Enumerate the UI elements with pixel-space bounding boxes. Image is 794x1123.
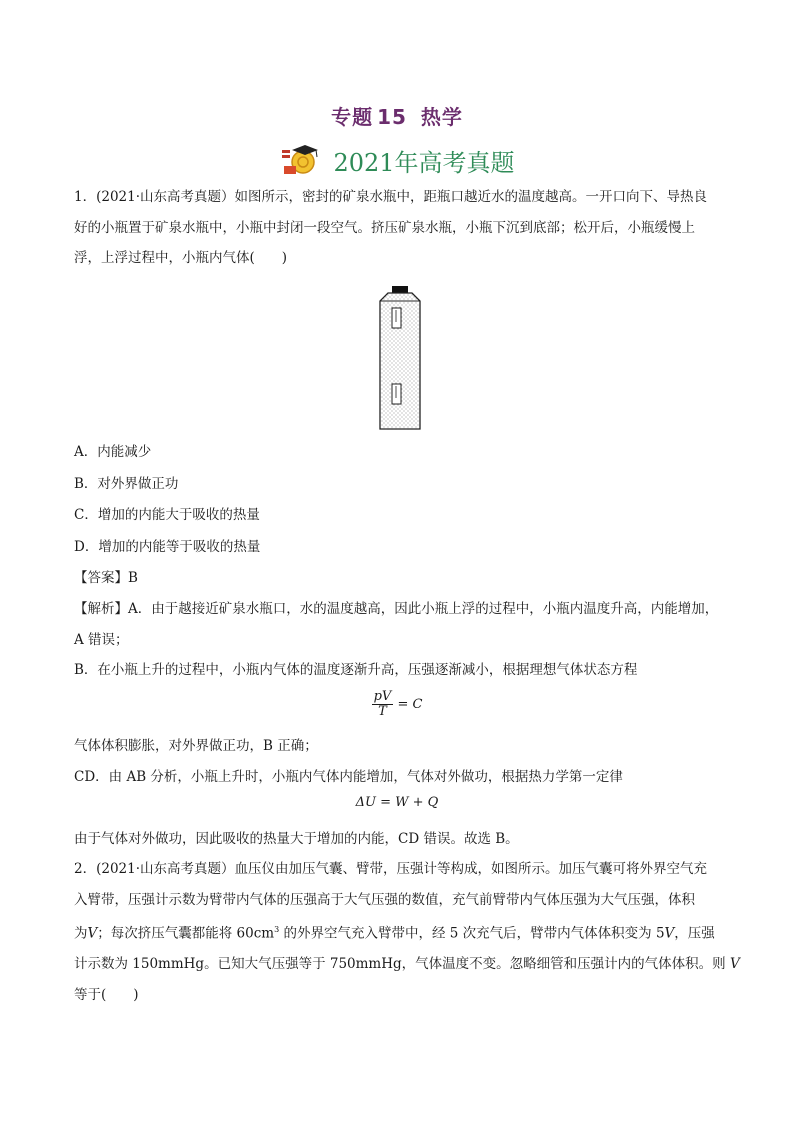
q2-line [74,949,740,980]
bottle-cap [392,286,408,293]
q2-text: 的外界空气充入臂带中，经 5 次充气后，臂带内气体体积变为 5 [279,925,665,942]
q2-superscript: 3 [274,925,280,934]
formula-rhs: = C [397,697,423,712]
q1-line: 好的小瓶置于矿泉水瓶中，小瓶中封闭一段空气。挤压矿泉水瓶，小瓶下沉到底部；松开后，小瓶缓慢上 [74,219,695,236]
q1-analysis [74,594,724,686]
first-law-formula: ΔU = W + Q [355,795,439,810]
title-number: 15 [377,105,407,129]
option-c: C．增加的内能大于吸收的热量 [74,507,260,523]
analysis-line: CD．由 AB 分析，小瓶上升时，小瓶内气体内能增加，气体对外做功，根据热力学第一定律 [74,768,623,785]
q1-answer: 【答案】B [74,570,138,586]
q2-line: 2．(2021·山东高考真题）血压仪由加压气囊、臂带，压强计等构成，如图所示。加压气囊可将外界空气充 [74,861,708,877]
formula-fraction [372,690,394,719]
banner-text: 2021年高考真题 [333,148,515,177]
q2-text: ，压强 [674,925,715,942]
q2-text: ；每次挤压气囊都能将 60cm [97,925,275,942]
q1-analysis-3 [74,824,724,855]
formula-denominator: T [378,704,387,719]
q2-text: 计示数为 150mmHg。已知大气压强等于 750mmHg，气体温度不变。忽略细管和压强计内的气体体积。则 [74,956,730,972]
q2-line [74,915,724,949]
title-prefix: 专题 [331,105,374,129]
page-title [0,101,794,130]
q2-text: 为 [74,925,88,942]
section-banner [0,140,794,180]
ideal-gas-formula [0,690,794,719]
option-a: A．内能减少 [74,444,152,460]
q1-line: 1．(2021·山东高考真题）如图所示，密封的矿泉水瓶中，距瓶口越近水的温度越高。一开口向下、导热良 [74,189,708,205]
var-v: V [729,956,740,972]
small-vial-top [392,308,401,328]
var-v: V [87,925,98,942]
q1-options [74,437,260,563]
question-2-stem [74,854,740,1010]
title-topic: 热学 [420,105,463,129]
option-b: B．对外界做正功 [74,475,179,492]
option-d: D．增加的内能等于吸收的热量 [74,538,261,555]
analysis-line: A 错误； [74,631,129,648]
analysis-line: B．在小瓶上升的过程中，小瓶内气体的温度逐渐升高，压强逐渐减小，根据理想气体状态方程 [74,662,638,678]
analysis-line: 由于气体对外做功，因此吸收的热量大于增加的内能，CD 错误。故选 B。 [74,831,519,847]
scholar-mascot-icon [279,142,325,178]
q2-line: 等于( ) [74,986,139,1003]
q2-line: 入臂带，压强计示数为臂带内气体的压强高于大气压强的数值，充气前臂带内气体压强为大气压强，体积 [74,891,695,908]
formula-numerator: pV [373,689,392,704]
q1-line: 浮，上浮过程中，小瓶内气体( ) [74,250,288,266]
small-vial-bottom [392,384,401,404]
analysis-line: 【解析】A．由于越接近矿泉水瓶口，水的温度越高，因此小瓶上浮的过程中，小瓶内温度升高，内能增加， [74,601,719,617]
bottle-figure [369,284,431,430]
var-v: V [664,925,675,942]
q1-analysis-2 [74,731,724,792]
analysis-line: 气体体积膨胀，对外界做正功，B 正确； [74,738,318,754]
question-1-stem [74,182,724,274]
